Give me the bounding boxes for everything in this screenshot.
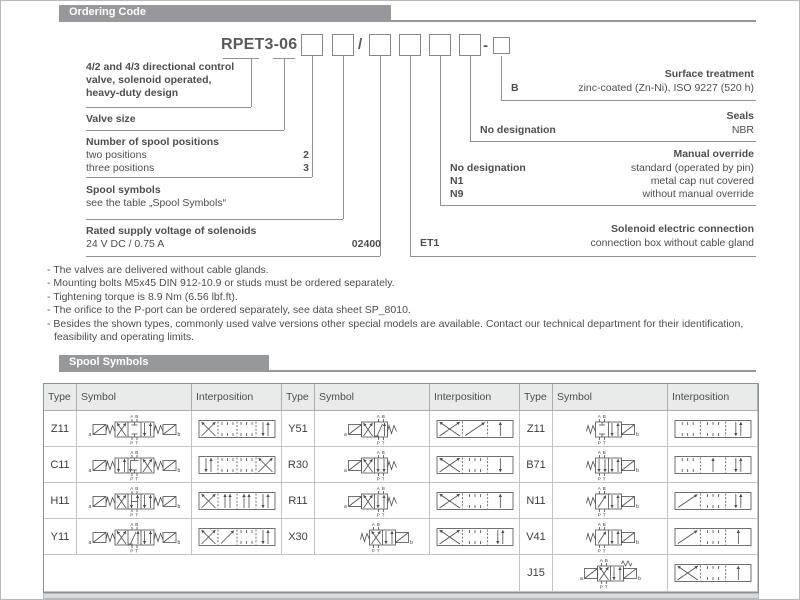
spool-interposition xyxy=(668,447,758,483)
spool-symbols-section-bar xyxy=(59,355,269,370)
code-underline xyxy=(223,58,259,59)
ordering-option-desc: standard (operated by pin) xyxy=(630,161,754,174)
connector-vline xyxy=(410,56,411,256)
svg-text:T: T xyxy=(381,440,385,445)
svg-text:B: B xyxy=(602,521,606,527)
svg-text:P: P xyxy=(599,584,603,590)
connector-hline xyxy=(86,177,312,178)
spool-symbol xyxy=(77,483,192,519)
svg-text:b: b xyxy=(635,539,639,546)
ordering-right-block-title: Seals xyxy=(726,110,754,122)
connector-hline xyxy=(440,205,756,206)
svg-text:a: a xyxy=(88,431,91,438)
svg-text:A: A xyxy=(129,485,133,491)
ordering-option-label: see the table „Spool Symbols“ xyxy=(86,197,227,209)
ordering-option-desc: without manual override xyxy=(642,187,754,200)
connector-vline xyxy=(470,56,471,141)
svg-text:A: A xyxy=(597,485,601,491)
svg-text:b: b xyxy=(637,576,641,582)
spool-interposition xyxy=(430,519,520,555)
svg-text:b: b xyxy=(177,467,180,474)
connector-hline xyxy=(86,130,284,131)
svg-text:B: B xyxy=(134,449,138,455)
svg-text:T: T xyxy=(376,548,380,553)
spool-type: Z11 xyxy=(520,411,553,447)
svg-text:a: a xyxy=(343,503,347,510)
connector-vline xyxy=(440,56,441,205)
connector-vline xyxy=(343,56,344,219)
spool-type: R11 xyxy=(282,483,315,519)
spool-symbol xyxy=(315,483,430,519)
spool-symbol xyxy=(315,447,430,483)
svg-text:b: b xyxy=(635,467,639,474)
svg-text:P: P xyxy=(597,512,601,517)
connector-hline xyxy=(501,100,756,101)
spool-type: V41 xyxy=(520,519,553,555)
model-code: RPET3-06 xyxy=(221,36,298,53)
note-item: - Besides the shown types, commonly used valve versions other special models are available. Contact our technical department for their identification, feasibility and operating limits. xyxy=(47,317,744,343)
svg-text:B: B xyxy=(602,413,606,419)
svg-text:a: a xyxy=(579,576,583,582)
code-box xyxy=(332,34,354,56)
connector-hline xyxy=(86,256,380,257)
svg-text:a: a xyxy=(88,467,91,474)
ordering-option-desc: connection box without cable gland xyxy=(590,236,754,249)
spool-symbol xyxy=(77,519,192,555)
notes-list xyxy=(47,264,755,344)
connector-hline xyxy=(86,107,251,108)
spool-interposition xyxy=(668,411,758,447)
ordering-option-code: 3 xyxy=(303,162,309,174)
connector-vline xyxy=(312,56,313,177)
svg-text:P: P xyxy=(129,548,133,553)
svg-text:B: B xyxy=(381,449,385,455)
spool-symbol xyxy=(315,519,430,555)
ordering-right-block-title: Manual override xyxy=(673,148,754,160)
ordering-option-label: three positions xyxy=(86,162,155,174)
spool-interposition xyxy=(430,483,520,519)
spool-symbols-section-title: Spool Symbols xyxy=(69,356,149,368)
svg-text:B: B xyxy=(602,485,606,491)
svg-text:P: P xyxy=(597,440,601,445)
svg-text:A: A xyxy=(129,521,133,527)
svg-text:T: T xyxy=(381,512,385,517)
spool-type: N11 xyxy=(520,483,553,519)
ordering-option-desc: metal cap nut covered xyxy=(650,174,754,187)
connector-vline xyxy=(284,58,285,130)
svg-text:B: B xyxy=(134,485,138,491)
svg-text:B: B xyxy=(381,485,385,491)
spool-type: C11 xyxy=(44,447,77,483)
svg-text:P: P xyxy=(376,512,380,517)
code-box xyxy=(493,37,510,54)
svg-text:A: A xyxy=(376,413,380,419)
column-header-symbol: Symbol xyxy=(77,384,192,411)
svg-text:P: P xyxy=(376,476,380,481)
spool-type: H11 xyxy=(44,483,77,519)
ordering-left-block-title: Rated supply voltage of solenoids xyxy=(86,225,257,237)
svg-text:P: P xyxy=(129,440,133,445)
ordering-option-code: ET1 xyxy=(420,236,440,249)
spool-symbol xyxy=(77,411,192,447)
svg-text:A: A xyxy=(129,413,133,419)
ordering-right-block-title: Surface treatment xyxy=(664,68,754,80)
code-separator-dash: - xyxy=(483,37,488,54)
spool-type: Z11 xyxy=(44,411,77,447)
column-header-type: Type xyxy=(282,384,315,411)
svg-text:P: P xyxy=(129,476,133,481)
ordering-option-code: 2 xyxy=(303,149,309,161)
svg-text:b: b xyxy=(177,503,180,510)
svg-text:a: a xyxy=(88,503,91,510)
svg-text:T: T xyxy=(134,476,138,481)
ordering-option-desc: zinc-coated (Zn-Ni), ISO 9227 (520 h) xyxy=(578,81,754,94)
spool-symbol xyxy=(553,519,668,555)
ordering-right-block-title: Solenoid electric connection xyxy=(611,223,754,235)
column-header-symbol: Symbol xyxy=(315,384,430,411)
code-separator-slash: / xyxy=(358,36,363,53)
svg-text:P: P xyxy=(129,512,133,517)
svg-text:A: A xyxy=(376,485,380,491)
spool-interposition xyxy=(430,411,520,447)
svg-text:b: b xyxy=(635,431,639,438)
ordering-option-code: No designation xyxy=(480,123,556,136)
svg-text:B: B xyxy=(604,558,608,563)
ordering-left-block-title: valve, solenoid operated, xyxy=(86,74,212,86)
spool-symbol xyxy=(553,411,668,447)
spool-section-rule xyxy=(59,370,756,372)
spool-interposition xyxy=(668,555,758,592)
svg-text:T: T xyxy=(602,512,606,517)
svg-text:A: A xyxy=(599,558,603,563)
svg-text:A: A xyxy=(129,449,133,455)
svg-text:P: P xyxy=(597,548,601,553)
spool-type: Y51 xyxy=(282,411,315,447)
ordering-code-section-title: Ordering Code xyxy=(69,6,147,18)
svg-text:b: b xyxy=(635,503,639,510)
svg-text:a: a xyxy=(343,431,347,438)
svg-text:b: b xyxy=(177,431,180,438)
svg-text:A: A xyxy=(597,413,601,419)
svg-text:b: b xyxy=(409,539,413,546)
spool-symbols-table xyxy=(43,383,759,593)
table-footer-strip xyxy=(43,593,759,599)
spool-type: Y11 xyxy=(44,519,77,555)
svg-text:a: a xyxy=(343,467,347,474)
note-item: - Mounting bolts M5x45 DIN 912-10.9 or studs must be ordered separately. xyxy=(47,277,395,290)
svg-text:T: T xyxy=(602,440,606,445)
column-header-symbol: Symbol xyxy=(553,384,668,411)
connector-hline xyxy=(86,219,343,220)
svg-text:T: T xyxy=(602,548,606,553)
code-box xyxy=(369,34,391,56)
ordering-option-code: N1 xyxy=(450,174,464,187)
svg-text:B: B xyxy=(134,413,138,419)
svg-text:a: a xyxy=(88,539,91,546)
ordering-left-block-title: Spool symbols xyxy=(86,184,161,196)
spool-symbol xyxy=(553,483,668,519)
spool-type: B71 xyxy=(520,447,553,483)
svg-text:A: A xyxy=(597,521,601,527)
column-header-interposition: Interposition xyxy=(668,384,758,411)
spool-interposition xyxy=(192,411,282,447)
column-header-interposition: Interposition xyxy=(430,384,520,411)
ordering-option-label: 24 V DC / 0.75 A xyxy=(86,238,165,250)
connector-hline xyxy=(410,256,756,257)
code-box xyxy=(399,34,421,56)
spool-interposition xyxy=(430,447,520,483)
ordering-option-code: No designation xyxy=(450,161,526,174)
ordering-option-desc: NBR xyxy=(731,123,754,136)
svg-text:T: T xyxy=(604,584,608,590)
ordering-option-code: N9 xyxy=(450,187,464,200)
spool-interposition xyxy=(192,447,282,483)
svg-text:B: B xyxy=(134,521,138,527)
spool-symbol xyxy=(77,447,192,483)
connector-hline xyxy=(470,141,756,142)
note-item: - The orifice to the P-port can be ordered separately, see data sheet SP_8010. xyxy=(47,304,411,317)
ordering-left-block-title: Number of spool positions xyxy=(86,136,219,148)
code-box xyxy=(301,34,323,56)
empty-span-cell xyxy=(44,555,520,592)
svg-text:A: A xyxy=(371,521,375,527)
svg-text:b: b xyxy=(177,539,180,546)
spool-interposition xyxy=(192,483,282,519)
spool-symbol xyxy=(553,555,668,592)
spool-symbol xyxy=(553,447,668,483)
svg-text:B: B xyxy=(381,413,385,419)
spool-interposition xyxy=(668,519,758,555)
column-header-type: Type xyxy=(44,384,77,411)
svg-text:T: T xyxy=(134,440,138,445)
ordering-left-block-title: 4/2 and 4/3 directional control xyxy=(86,61,235,73)
spool-symbol xyxy=(315,411,430,447)
connector-vline xyxy=(251,58,252,107)
svg-text:A: A xyxy=(376,449,380,455)
svg-text:A: A xyxy=(597,449,601,455)
code-box xyxy=(459,34,481,56)
svg-text:T: T xyxy=(134,512,138,517)
svg-text:T: T xyxy=(134,548,138,553)
svg-text:P: P xyxy=(371,548,375,553)
code-box xyxy=(429,34,451,56)
svg-text:P: P xyxy=(597,476,601,481)
svg-text:B: B xyxy=(376,521,380,527)
note-item: - The valves are delivered without cable glands. xyxy=(47,264,269,276)
ordering-option-code: B xyxy=(511,81,519,94)
ordering-option-code: 02400 xyxy=(351,238,381,250)
svg-text:B: B xyxy=(602,449,606,455)
spool-interposition xyxy=(668,483,758,519)
svg-text:T: T xyxy=(602,476,606,481)
ordering-left-block-title: Valve size xyxy=(86,113,136,125)
column-header-interposition: Interposition xyxy=(192,384,282,411)
note-item: - Tightening torque is 8.9 Nm (6.56 lbf.ft). xyxy=(47,290,238,303)
spool-type: J15 xyxy=(520,555,553,592)
connector-vline xyxy=(501,56,502,100)
column-header-type: Type xyxy=(520,384,553,411)
ordering-option-label: two positions xyxy=(86,149,147,161)
svg-text:P: P xyxy=(376,440,380,445)
svg-text:T: T xyxy=(381,476,385,481)
ordering-left-block-title: heavy-duty design xyxy=(86,87,179,99)
spool-interposition xyxy=(192,519,282,555)
connector-vline xyxy=(380,56,381,256)
spool-type: X30 xyxy=(282,519,315,555)
ordering-code-diagram xyxy=(1,1,799,261)
spool-type: R30 xyxy=(282,447,315,483)
